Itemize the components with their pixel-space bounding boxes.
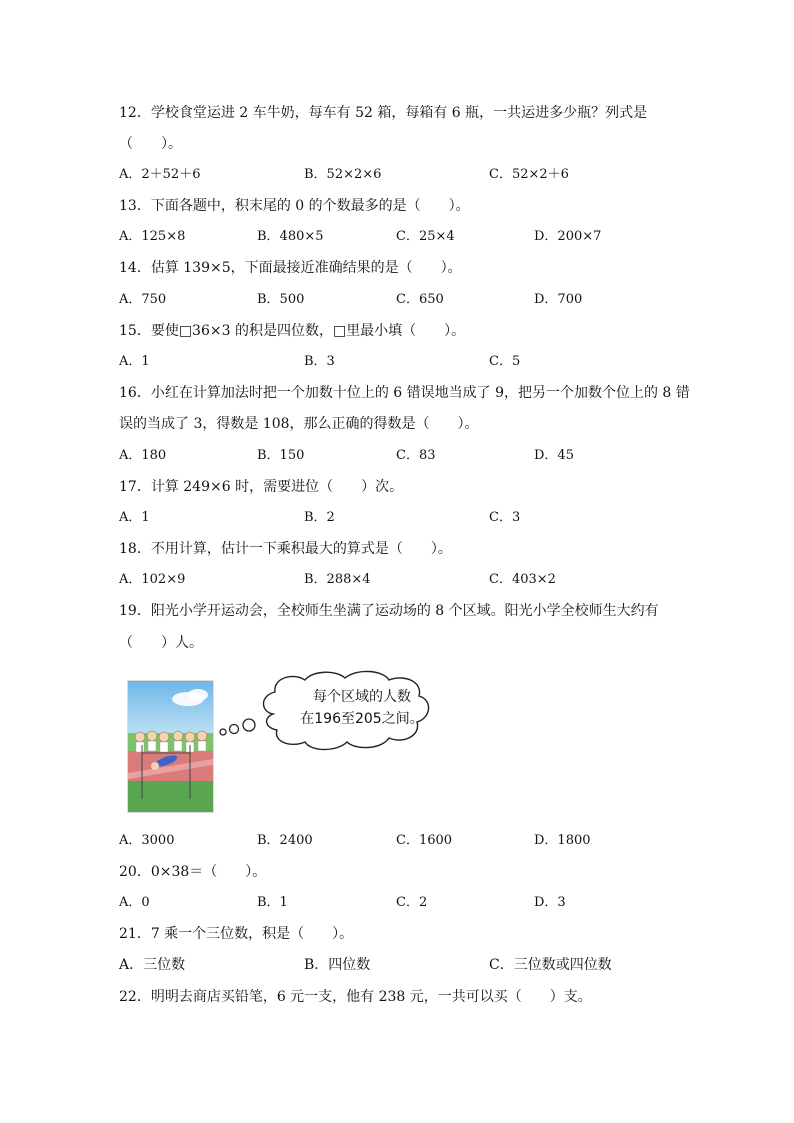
option-c: C．83: [396, 448, 436, 463]
option-a: A．2＋52＋6: [119, 167, 201, 182]
option-c: C．2: [396, 895, 428, 910]
question-13-options: [119, 227, 719, 247]
option-a: A．3000: [119, 833, 175, 848]
question-19-options: [119, 831, 719, 851]
option-c: C．3: [489, 510, 521, 525]
option-d: D．45: [534, 448, 574, 463]
option-b: B．2400: [257, 833, 313, 848]
bubble-line-1: 每个区域的人数: [313, 689, 411, 705]
option-a: A．0: [119, 895, 150, 910]
children-high-jump-illustration: [127, 680, 214, 813]
question-17-options: [119, 508, 719, 528]
question-18-text: 18．不用计算，估计一下乘积最大的算式是（ ）。: [119, 541, 452, 557]
question-12-text-cont: （ ）。: [119, 136, 182, 152]
option-a: A．180: [119, 448, 167, 463]
option-b: B．52×2×6: [304, 167, 382, 182]
question-18-options: [119, 570, 719, 590]
question-21-text: 21．7 乘一个三位数，积是（ ）。: [119, 926, 354, 942]
question-14-options: [119, 290, 719, 310]
question-13-text: 13．下面各题中，积末尾的 0 的个数最多的是（ ）。: [119, 198, 470, 214]
question-20-options: [119, 893, 719, 913]
thought-bubble-text: [287, 686, 437, 730]
option-c: C．52×2＋6: [489, 167, 569, 182]
option-a: A．三位数: [119, 957, 186, 973]
question-19-text: 19．阳光小学开运动会，全校师生坐满了运动场的 8 个区域。阳光小学全校师生大约有: [119, 603, 659, 619]
option-b: B．500: [257, 292, 305, 307]
question-22-text: 22．明明去商店买铅笔，6 元一支，他有 238 元，一共可以买（ ）支。: [119, 989, 592, 1005]
option-d: D．200×7: [534, 229, 602, 244]
question-15-options: [119, 352, 719, 372]
question-21-options: [119, 955, 719, 975]
option-c: C．650: [396, 292, 444, 307]
question-19-figure: [127, 668, 427, 813]
option-b: B．1: [257, 895, 288, 910]
question-16-text: 16．小红在计算加法时把一个加数十位上的 6 错误地当成了 9，把另一个加数个位上的 8 错: [119, 385, 690, 401]
option-b: B．3: [304, 354, 335, 369]
option-d: D．700: [534, 292, 583, 307]
option-a: A．750: [119, 292, 167, 307]
question-19-text-cont: （ ）人。: [119, 635, 203, 651]
question-12-options: [119, 165, 719, 185]
option-a: A．1: [119, 354, 150, 369]
option-c: C．25×4: [396, 229, 455, 244]
option-b: B．四位数: [304, 957, 371, 973]
option-c: C．三位数或四位数: [489, 957, 612, 973]
question-14-text: 14．估算 139×5，下面最接近准确结果的是（ ）。: [119, 260, 462, 276]
option-d: D．3: [534, 895, 566, 910]
option-d: D．1800: [534, 833, 591, 848]
option-a: A．102×9: [119, 572, 186, 587]
option-c: C．5: [489, 354, 521, 369]
option-a: A．125×8: [119, 229, 186, 244]
question-12-text: 12．学校食堂运进 2 车牛奶，每车有 52 箱，每箱有 6 瓶，一共运进多少瓶？列式是: [119, 105, 648, 121]
question-17-text: 17．计算 249×6 时，需要进位（ ）次。: [119, 479, 404, 495]
question-15-text: 15．要使□36×3 的积是四位数，□里最小填（ ）。: [119, 323, 466, 339]
question-16-options: [119, 446, 719, 466]
option-a: A．1: [119, 510, 150, 525]
question-20-text: 20．0×38＝（ ）。: [119, 864, 267, 880]
option-c: C．1600: [396, 833, 453, 848]
option-c: C．403×2: [489, 572, 556, 587]
option-b: B．480×5: [257, 229, 324, 244]
bubble-line-2: 在196至205之间。: [300, 711, 424, 727]
option-b: B．150: [257, 448, 305, 463]
option-b: B．288×4: [304, 572, 371, 587]
question-16-text-cont: 误的当成了 3，得数是 108，那么正确的得数是（ ）。: [119, 416, 479, 432]
option-b: B．2: [304, 510, 335, 525]
